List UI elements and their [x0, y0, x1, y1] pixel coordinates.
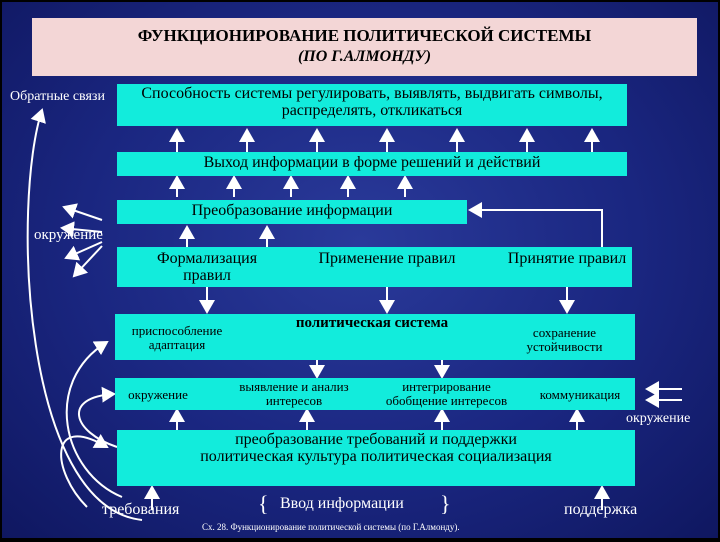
arrow-loop-right: [470, 210, 602, 247]
output-text: Выход информации в форме решений и действий: [203, 154, 541, 171]
transformation-box: [117, 200, 467, 224]
maintenance-text: сохранение устойчивости: [526, 325, 603, 354]
demand-transformation-box: [117, 430, 635, 486]
output-box: [117, 152, 627, 176]
adaptation-text: приспособление адаптация: [131, 323, 223, 352]
right-brace-icon: }: [440, 491, 451, 516]
capability-text: Способность системы регулировать, выявлять, выдвигать символы, распределять, откликаться: [141, 85, 603, 119]
transformation-text: Преобразование информации: [191, 202, 393, 219]
feedback-label: Обратные связи: [10, 89, 105, 104]
political-system-text: политическая система: [267, 314, 477, 336]
political-system-box: [267, 314, 477, 336]
rule-formalization: Формализация правил: [156, 250, 258, 284]
communication-text: коммуникация: [539, 387, 621, 402]
demands-label: требования: [102, 501, 180, 518]
arrow-feedback-3: [79, 394, 117, 447]
capability-box: [117, 84, 627, 126]
environment-right-label: окружение: [626, 411, 691, 426]
arrow-feedback-4: [61, 436, 107, 507]
title-box: [32, 18, 697, 76]
arrow-env-left-1: [64, 207, 102, 220]
title-line-1: ФУНКЦИОНИРОВАНИЕ ПОЛИТИЧЕСКОЙ СИСТЕМЫ: [137, 26, 592, 45]
rule-adoption: Принятие правил: [507, 250, 627, 267]
caption: Сх. 28. Функционирование политической системы (по Г.Алмонду).: [202, 522, 460, 532]
environment-inner-text: окружение: [128, 387, 188, 402]
interest-aggregation-text: интегрирование обобщение интересов: [385, 379, 508, 408]
left-brace-icon: {: [258, 491, 269, 516]
arrow-env-left-4: [74, 246, 102, 276]
arrow-env-left-3: [66, 242, 102, 258]
environment-left-label: окружение: [34, 227, 103, 243]
input-label: Ввод информации: [280, 495, 404, 512]
support-label: поддержка: [564, 501, 638, 518]
title-line-2: (ПО Г.АЛМОНДУ): [297, 48, 432, 65]
demand-transformation-text: преобразование требований и поддержки политическая культура политическая социализация: [200, 431, 552, 465]
rule-application: Применение правил: [318, 250, 456, 267]
arrow-feedback-2: [67, 342, 122, 497]
interest-articulation-text: выявление и анализ интересов: [239, 379, 349, 408]
